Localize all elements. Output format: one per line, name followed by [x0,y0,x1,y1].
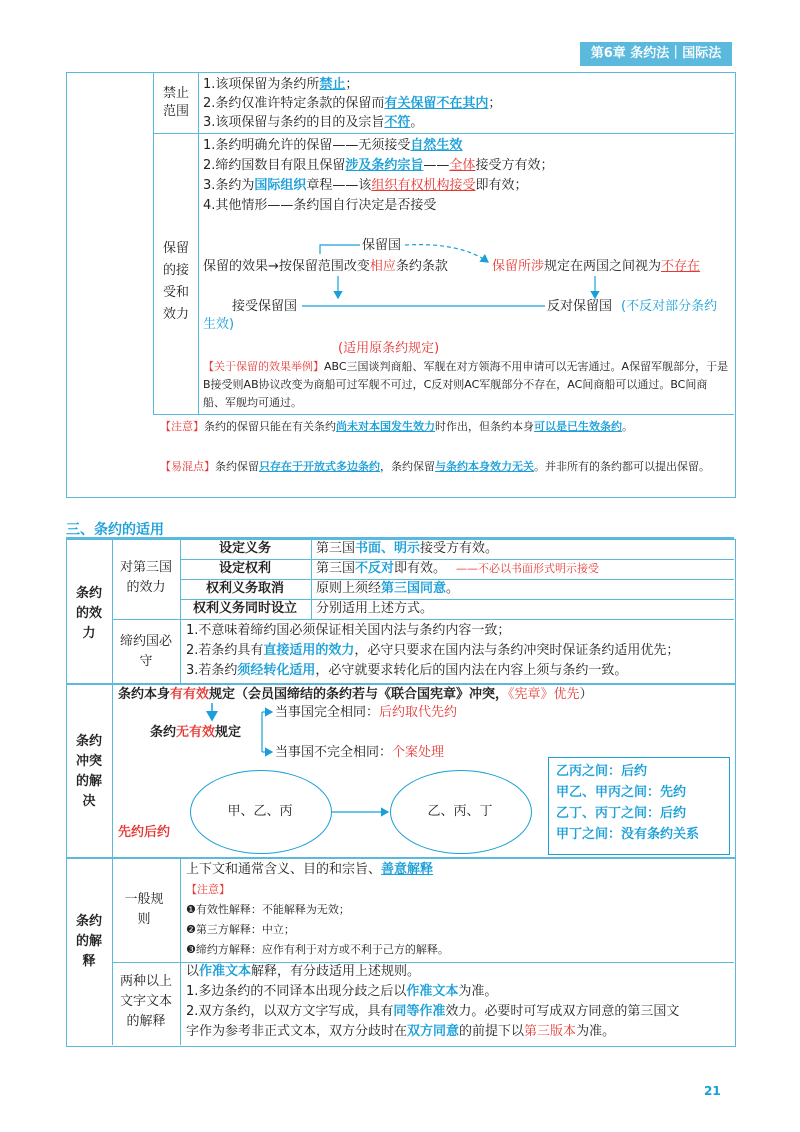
row-key-4: 权利义务同时设立 [192,601,297,616]
oval-left-text: 甲、乙、丙 [227,804,293,819]
chapter-header: 第6章 条约法｜国际法 [580,42,732,66]
comply-item-3: 3.若条约须经转化适用，必守就要求转化后的国内法在内容上须与条约一致。 [186,663,628,678]
accept-item-3: 3.条约为国际组织章程——该组织有权机构接受即有效； [203,178,528,193]
row-val-1: 第三国书面、明示接受方有效。 [316,541,499,556]
comply-item-1: 1.不意味着缔约国必须保证相关国内法与条约内容一致； [186,623,511,638]
multi-item-0: 以作准文本解释，有分歧适用上述规则。 [186,964,421,979]
page-number: 21 [704,1084,721,1098]
multi-item-3: 字作为参考非正式文本，双方分歧时在双方同意的前提下以第三版本为准。 [186,1024,616,1039]
conflict-rule: 条约本身有有效规定（会员国缔结的条约若与《联合国宪章》冲突，《宪章》优先） [118,687,593,702]
relation-1: 乙丙之间：后约 [556,764,648,779]
diagram-objecting-note: (不反对部分条约生效) [203,299,718,332]
comply-label: 缔约国必守 [119,634,172,669]
first-later-label: 先约后约 [118,825,171,840]
accept-item-4: 4.其他情形——条约国自行决定是否接受 [203,198,437,213]
prohibit-label: 禁止范围 [162,86,189,119]
oval-right-text: 乙、丙、丁 [427,804,493,819]
prohibit-item-2: 2.条约仅准许特定条款的保留而有关保留不在其内； [203,96,502,111]
accept-item-1: 1.条约明确允许的保留——无须接受自然生效 [203,138,463,153]
none-rule: 条约无有效规定 [150,725,242,740]
accept-label: 保留的接受和效力 [162,241,189,322]
prohibit-item-1: 1.该项保留为条约所禁止； [203,77,359,92]
row-key-2: 设定权利 [218,561,271,576]
effect-label: 条约的效力 [75,586,102,641]
general-item-2: ❷第三方解释：中立； [186,923,295,936]
multi-label: 两种以上文字文本的解释 [119,974,172,1029]
confuse-text: 【易混点】条约保留只存在于开放式多边条约，条约保留与条约本身效力无关。并非所有的条约都可以提出保留。 [160,460,710,473]
row-val-2: 第三国不反对即有效。 ——不必以书面形式明示接受 [316,561,600,576]
multi-item-2: 2.双方条约，以双方文字写成，具有同等作准效力。必要时可写成双方同意的第三国文 [186,1004,680,1019]
row-key-1: 设定义务 [218,541,271,556]
diff-parties: 当事国不完全相同：个案处理 [275,745,445,760]
comply-item-2: 2.若条约具有直接适用的效力，必守只要求在国内法与条约冲突时保证条约适用优先； [186,643,680,658]
relation-3: 乙丁、丙丁之间：后约 [556,806,687,821]
accept-item-2: 2.缔约国数目有限且保留涉及条约宗旨——全体接受方有效； [203,158,554,173]
interp-label: 条约的解释 [75,914,102,969]
diagram-accepting: 接受保留国 [232,299,298,314]
note-text: 【注意】条约的保留只能在有关条约尚未对本国发生效力时作出，但条约本身可以是已生效条约。 [160,420,633,433]
multi-item-1: 1.多边条约的不同译本出现分歧之后以作准文本为准。 [186,984,498,999]
example-text: 【关于保留的效果举例】ABC三国谈判商船、军舰在对方领海不用申请可以无害通过。A保留军舰部分，于是B接受则AB协议改变为商船可过军舰不可过，C反对则AC军舰部分不存在，AC间商船可以通过。BC间商船、军舰均可通过。 [203,360,729,409]
section-title: 三、条约的适用 [66,522,164,538]
diagram-original: (适用原条约规定) [338,341,440,356]
relation-4: 甲丁之间：没有条约关系 [556,827,700,842]
conflict-label: 条约冲突的解决 [75,734,102,809]
general-note: 【注意】 [186,883,230,896]
general-rule: 上下文和通常含义、目的和宗旨、善意解释 [186,862,434,877]
row-val-4: 分别适用上述方式。 [316,601,434,616]
diagram-state: 保留国 [362,238,402,253]
relation-2: 甲乙、甲丙之间：先约 [556,785,687,800]
general-item-1: ❶有效性解释：不能解释为无效； [186,903,350,916]
diagram-objecting: 反对保留国 [547,299,613,314]
diagram-effect: 保留的效果→按保留范围改变相应条约条款 [203,259,448,274]
general-label: 一般规则 [124,892,164,927]
diagram-scope: 保留所涉规定在两国之间视为不存在 [492,259,701,274]
row-key-3: 权利义务取消 [205,581,284,596]
general-item-3: ❸缔约方解释：应作有利于对方或不利于己方的解释。 [186,943,449,956]
same-parties: 当事国完全相同：后约取代先约 [275,705,458,720]
third-state-label: 对第三国的效力 [119,560,172,595]
row-val-3: 原则上须经第三国同意。 [316,581,460,596]
prohibit-item-3: 3.该项保留与条约的目的及宗旨不符。 [203,115,424,130]
